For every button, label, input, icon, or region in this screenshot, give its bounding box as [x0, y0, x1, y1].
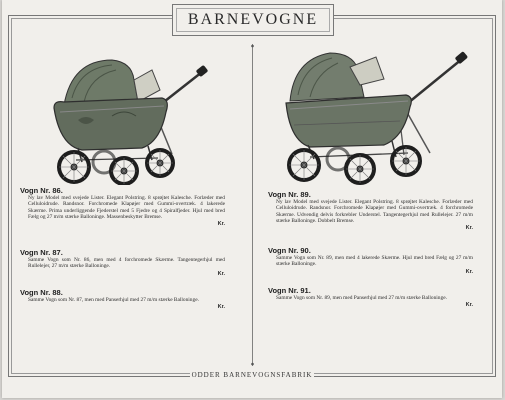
entry-heading: Vogn Nr. 89. [268, 190, 311, 199]
pram-illustration-89 [280, 45, 470, 185]
entry-vogn-88 [20, 288, 225, 310]
entry-heading: Vogn Nr. 91. [268, 286, 311, 295]
footer-cartouche [190, 366, 314, 384]
footer-text: ODDER BARNEVOGNSFABRIK [191, 371, 313, 379]
entry-heading: Vogn Nr. 90. [268, 246, 311, 255]
pram-illustration-86 [42, 50, 217, 185]
catalog-page [2, 0, 502, 398]
entry-price-label: Kr. [217, 270, 225, 277]
entry-price-label: Kr. [465, 268, 473, 275]
title-cartouche [172, 4, 334, 36]
entry-heading: Vogn Nr. 87. [20, 248, 63, 257]
entry-description: Ny lav Model med svejede Lister. Elegant Polstring. 8 sprøjtet Kalesche. Forlæder med Celluloidrude. Randsnor. Forchromede Klapøjer med Gummi-overtræk. 4 lakerede Skærme. Prima underliggende Fjederstel med 5 Fjedre og 4 Spiralfjeder. Hjul med bred Fælg og 27 m/m stærke Balloninge. Massenbeskytter Bremse. [28, 195, 225, 220]
entry-heading: Vogn Nr. 88. [20, 288, 63, 297]
entry-price-label: Kr. [465, 225, 473, 232]
center-divider [251, 44, 254, 366]
entry-price-label: Kr. [217, 221, 225, 228]
entry-vogn-86 [20, 186, 225, 227]
entry-description: Ny lav Model med svejede Lister. Elegant Polstring. 8 sprøjtet Kalesche. Forlæder med Celluloidrude. Randsnor. Forchromede Klapøjer med Gummi-overtræk. 4 forchromede Skærme. Udvendig delvis forkrebler Understel. Tangentegerhjul med Rullelejer. 27 m/m stærke Balloninge. Dobbelt Bremse. [276, 199, 473, 224]
entry-price-label: Kr. [465, 302, 473, 309]
entry-description: Samme Vogn som Nr. 87, men med Panserhjul med 27 m/m stærke Balloninge. [28, 297, 199, 303]
entry-heading: Vogn Nr. 86. [20, 186, 63, 195]
page-title: BARNEVOGNE [187, 11, 319, 28]
entry-description: Samme Vogn som Nr. 89, men med Panserhjul med 27 m/m stærke Balloninge. [276, 295, 447, 301]
entry-vogn-90 [268, 246, 473, 275]
entry-vogn-87 [20, 248, 225, 277]
entry-description: Samme Vogn som Nr. 89, men med 4 lakerede Skærme. Hjul med bred Fælg og 27 m/m stærke Balloninge. [276, 255, 473, 268]
entry-vogn-91 [268, 286, 473, 308]
entry-description: Samme Vogn som Nr. 86, men med 4 forchromede Skærme. Tangentegerhjul med Rullelejer, 27 m/m stærke Balloninge. [28, 257, 225, 270]
entry-price-label: Kr. [217, 304, 225, 311]
entry-vogn-89 [268, 190, 473, 231]
